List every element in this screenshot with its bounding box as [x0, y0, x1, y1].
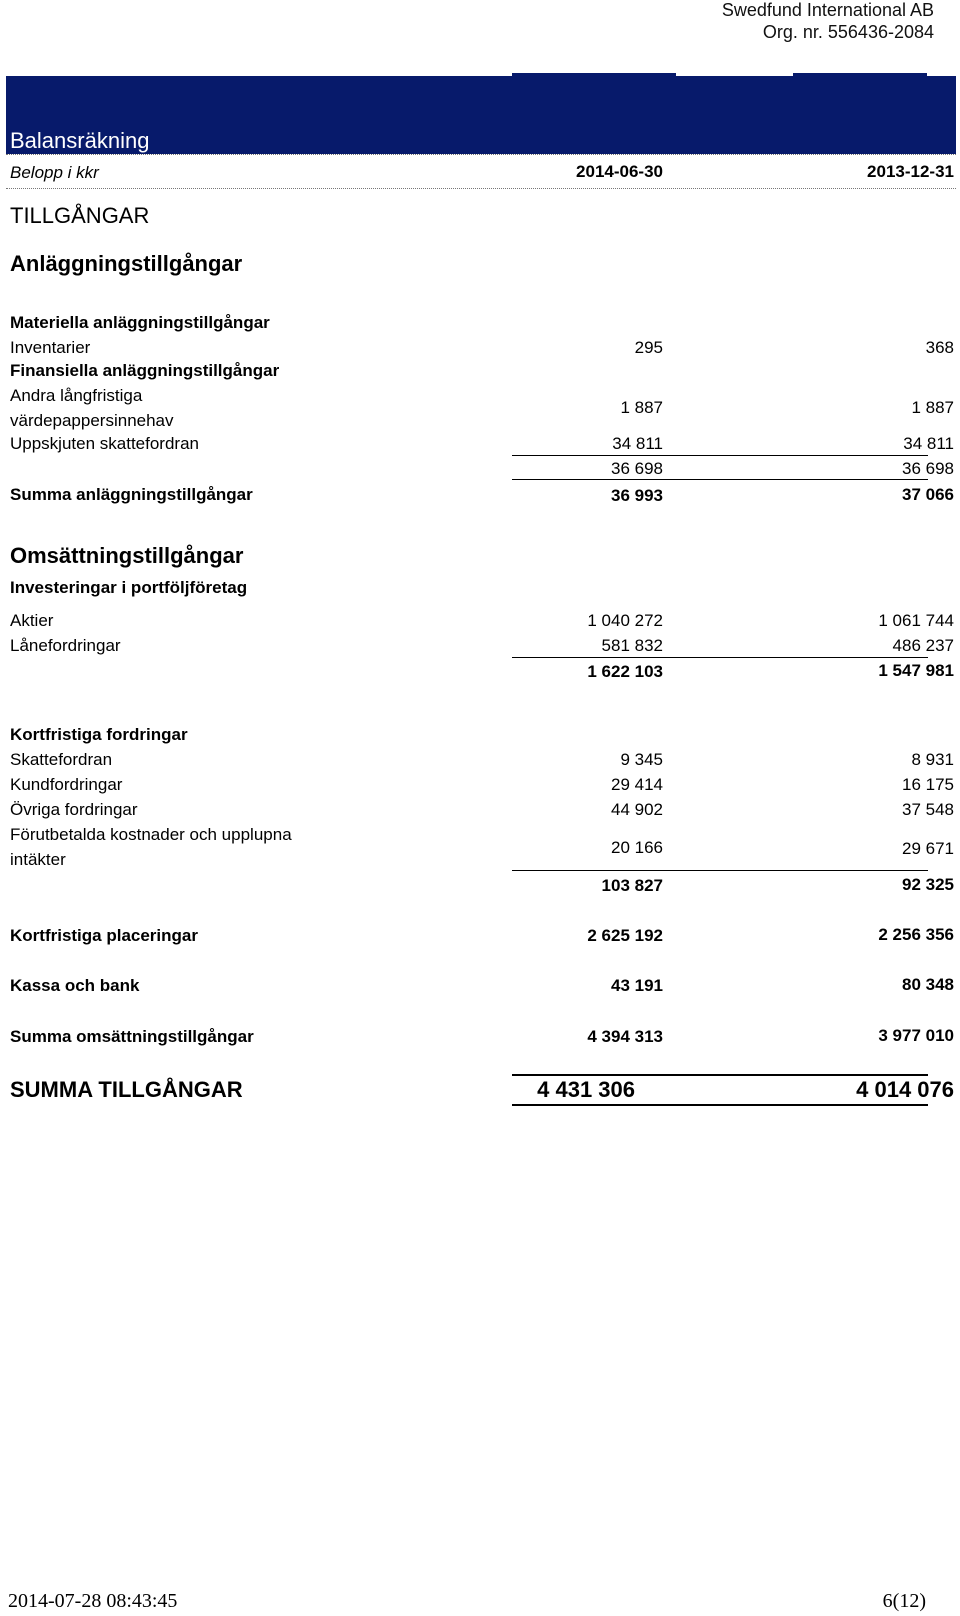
row-value-2013: 1 061 744 [878, 611, 954, 630]
row-label: Förutbetalda kostnader och upplupna [10, 825, 292, 844]
row-label: Kassa och bank [10, 976, 140, 995]
section-anlaggningstillgangar: Anläggningstillgångar [10, 251, 243, 276]
row-value-2013: 368 [925, 338, 954, 357]
row-label: Övriga fordringar [10, 800, 138, 819]
row-value-2014: 1 887 [620, 398, 663, 417]
subtotal-value-2013: 36 698 [902, 459, 954, 478]
company-name: Swedfund International AB [721, 0, 934, 20]
row-value-2014: 29 414 [611, 775, 663, 794]
row-value-2013: 29 671 [902, 839, 954, 858]
row-label: Andra långfristiga [10, 386, 143, 405]
row-value-2014: 295 [634, 338, 663, 357]
row-value-2014: 34 811 [612, 434, 663, 453]
section-tillgangar: TILLGÅNGAR [10, 203, 150, 228]
subtotal-value-2014: 1 622 103 [587, 662, 663, 681]
row-label-cont: värdepappersinnehav [10, 411, 174, 430]
row-value-2014: 36 993 [611, 486, 663, 505]
row-value-2013: 37 548 [902, 800, 954, 819]
row-label: Aktier [10, 611, 54, 630]
row-label: Uppskjuten skattefordran [10, 434, 199, 453]
total-line [512, 1104, 928, 1106]
row-label: Skattefordran [10, 750, 113, 769]
row-value-2014: 581 832 [601, 636, 663, 655]
row-label: Summa anläggningstillgångar [10, 485, 253, 504]
row-value-2013: 80 348 [902, 975, 954, 994]
subtotal-line [512, 455, 928, 456]
subsection-kortfristiga-fordringar: Kortfristiga fordringar [10, 725, 188, 744]
subtotal-value-2014: 103 827 [601, 876, 663, 895]
column-header-2013: 2013-12-31 [867, 162, 954, 181]
row-value-2013: 486 237 [892, 636, 954, 655]
row-label: Kortfristiga placeringar [10, 926, 198, 945]
row-value-2014: 2 625 192 [587, 926, 663, 945]
row-value-2013: 8 931 [911, 750, 954, 769]
grand-total-2014: 4 431 306 [537, 1077, 635, 1102]
grand-total-label: SUMMA TILLGÅNGAR [10, 1077, 243, 1102]
row-value-2014: 4 394 313 [587, 1027, 663, 1046]
row-value-2013: 2 256 356 [878, 925, 954, 944]
subsection-materiella: Materiella anläggningstillgångar [10, 313, 270, 332]
subsection-investeringar: Investeringar i portföljföretag [10, 578, 248, 597]
row-label: Inventarier [10, 338, 91, 357]
row-value-2014: 44 902 [611, 800, 663, 819]
subtotal-line [512, 657, 928, 658]
divider [6, 188, 956, 189]
section-omsattningstillgangar: Omsättningstillgångar [10, 543, 244, 568]
row-value-2013: 34 811 [903, 434, 954, 453]
row-label-cont: intäkter [10, 850, 66, 869]
row-value-2014: 1 040 272 [587, 611, 663, 630]
row-label: Summa omsättningstillgångar [10, 1027, 254, 1046]
row-value-2014: 43 191 [611, 976, 663, 995]
row-value-2014: 9 345 [620, 750, 663, 769]
row-value-2013: 1 887 [911, 398, 954, 417]
row-value-2013: 3 977 010 [878, 1026, 954, 1045]
subtotal-value-2013: 1 547 981 [878, 661, 954, 680]
row-label: Lånefordringar [10, 636, 121, 655]
footer-timestamp: 2014-07-28 08:43:45 [8, 1590, 178, 1612]
subtotal-line [512, 870, 928, 871]
row-value-2014: 20 166 [611, 838, 663, 857]
subtotal-value-2013: 92 325 [902, 875, 954, 894]
page-title: Balansräkning [10, 128, 150, 153]
grand-total-2013: 4 014 076 [856, 1077, 954, 1102]
subsection-finansiella: Finansiella anläggningstillgångar [10, 361, 280, 380]
subtotal-line [512, 479, 928, 480]
total-line [512, 1074, 928, 1076]
row-value-2013: 37 066 [902, 485, 954, 504]
unit-label: Belopp i kkr [10, 163, 99, 182]
row-label: Kundfordringar [10, 775, 123, 794]
row-value-2013: 16 175 [902, 775, 954, 794]
org-number: Org. nr. 556436-2084 [762, 22, 934, 42]
subtotal-value-2014: 36 698 [611, 459, 663, 478]
divider [6, 154, 956, 155]
column-header-2014: 2014-06-30 [576, 162, 663, 181]
footer-page-number: 6(12) [882, 1590, 926, 1612]
